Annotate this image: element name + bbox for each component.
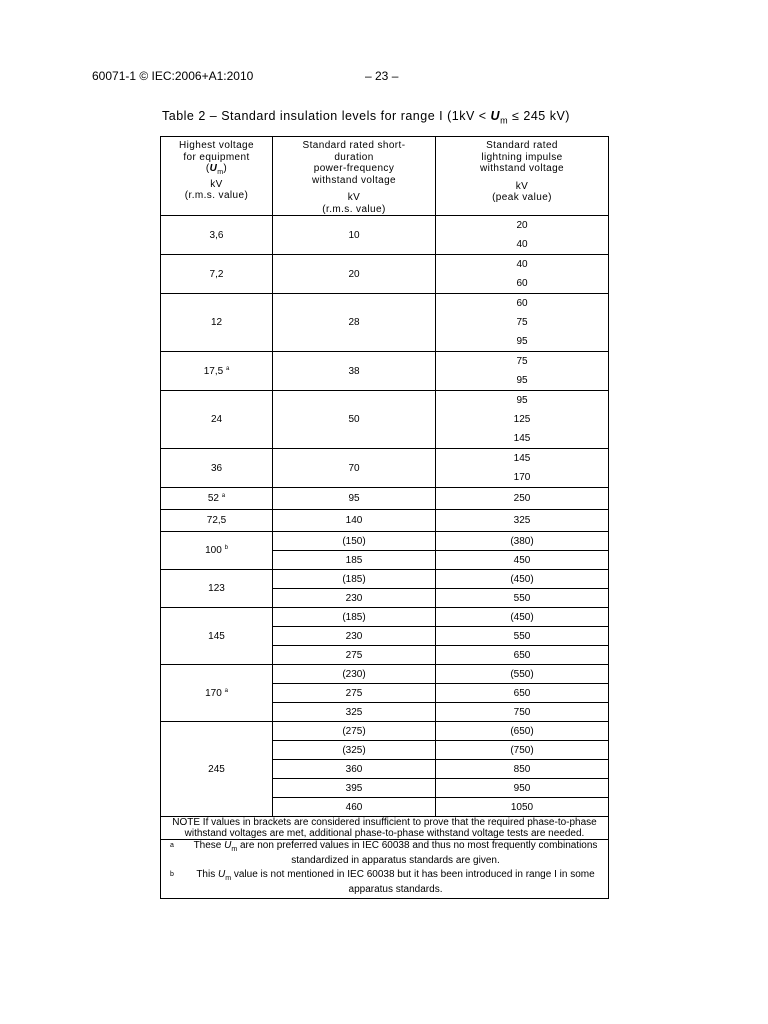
- col-header-pf-line1: Standard rated short-: [302, 140, 406, 151]
- power-frequency-cell: (325): [273, 741, 436, 760]
- table-row: [161, 665, 609, 684]
- lightning-impulse-value: 60: [516, 278, 528, 289]
- col-header-um: [161, 137, 273, 216]
- lightning-impulse-cell: 650: [436, 684, 609, 703]
- power-frequency-cell: (230): [273, 665, 436, 684]
- lightning-impulse-cell: 1050: [436, 798, 609, 817]
- power-frequency-cell: 20: [273, 255, 436, 294]
- um-value: 3,6: [209, 229, 224, 241]
- um-value: 123: [208, 583, 225, 594]
- table-note-row: [161, 817, 609, 840]
- um-cell: [161, 352, 273, 391]
- table-note: NOTE If values in brackets are considered insufficient to prove that the required phase-to-phase withstand voltages are met, additional phase-to-phase withstand voltage tests are needed.: [161, 817, 609, 840]
- lightning-impulse-value: 95: [516, 395, 528, 406]
- um-footnote-mark: a: [224, 687, 228, 694]
- lightning-impulse-cell: [436, 216, 609, 255]
- um-value: 24: [210, 414, 223, 425]
- col-header-pf-line3: power-frequency: [313, 163, 395, 174]
- um-cell: [161, 391, 273, 449]
- col-header-pf-line2: duration: [334, 151, 374, 163]
- col-header-li-line3: withstand voltage: [479, 163, 565, 174]
- table-row: [161, 352, 609, 391]
- lightning-impulse-cell: [436, 391, 609, 449]
- lightning-impulse-cell: [436, 449, 609, 488]
- page-number: – 23 –: [365, 69, 399, 83]
- col-header-li-note: (peak value): [492, 192, 552, 203]
- table-row: [161, 449, 609, 488]
- um-cell: [161, 449, 273, 488]
- um-cell: [161, 255, 273, 294]
- power-frequency-cell: 10: [273, 216, 436, 255]
- col-header-um-symbol: $(U_m)$: [205, 163, 228, 176]
- lightning-impulse-value: 145: [513, 453, 531, 464]
- lightning-impulse-cell: 750: [436, 703, 609, 722]
- footnotes: [161, 840, 609, 899]
- um-value: 36: [210, 462, 223, 474]
- footnotes-row: [161, 840, 609, 899]
- table-row: [161, 608, 609, 627]
- lightning-impulse-value: 75: [516, 356, 528, 367]
- table-title: [162, 109, 570, 126]
- power-frequency-cell: 185: [273, 551, 436, 570]
- footnote-a-before: These: [193, 840, 225, 851]
- col-header-pf-note: (r.m.s. value): [322, 203, 386, 215]
- lightning-impulse-cell: 325: [436, 510, 609, 532]
- lightning-impulse-cell: 450: [436, 551, 609, 570]
- table-header-row: [161, 137, 609, 216]
- um-cell: [161, 570, 273, 608]
- um-footnote-mark: a: [225, 365, 230, 372]
- um-cell: [161, 608, 273, 665]
- table-row: [161, 488, 609, 510]
- um-cell: [161, 665, 273, 722]
- um-cell: [161, 722, 273, 817]
- um-cell: [161, 216, 273, 255]
- lightning-impulse-cell: (380): [436, 532, 609, 551]
- um-cell: [161, 510, 273, 532]
- footnote-a: [161, 840, 608, 866]
- table-row: [161, 532, 609, 551]
- power-frequency-cell: 360: [273, 760, 436, 779]
- table-row: [161, 255, 609, 294]
- um-value: 17,5: [203, 365, 224, 377]
- lightning-impulse-value: 95: [516, 375, 528, 386]
- footnote-a-text: are non preferred values in IEC 60038 and thus no most frequently combinations standardized in apparatus standards are given.: [237, 840, 598, 866]
- lightning-impulse-cell: [436, 255, 609, 294]
- lightning-impulse-cell: 250: [436, 488, 609, 510]
- footnote-b: [161, 869, 608, 895]
- power-frequency-cell: 95: [273, 488, 436, 510]
- power-frequency-cell: 38: [273, 352, 436, 391]
- col-header-lightning-impulse: [436, 137, 609, 216]
- footnote-b-symbol: U: [218, 869, 226, 880]
- footnote-a-mark: a: [170, 842, 174, 849]
- col-header-um-line2: for equipment: [183, 151, 250, 163]
- um-footnote-mark: b: [224, 545, 228, 551]
- lightning-impulse-value: 145: [513, 433, 531, 444]
- power-frequency-cell: 460: [273, 798, 436, 817]
- lightning-impulse-cell: 550: [436, 589, 609, 608]
- um-value: 145: [208, 630, 225, 642]
- col-header-power-frequency: [273, 137, 436, 216]
- power-frequency-cell: 325: [273, 703, 436, 722]
- table-row: [161, 216, 609, 255]
- table-title-subscript: m: [500, 115, 509, 126]
- power-frequency-cell: 230: [273, 589, 436, 608]
- lightning-impulse-value: 20: [516, 220, 528, 231]
- table-row: [161, 510, 609, 532]
- col-header-pf-unit: kV: [347, 192, 361, 203]
- lightning-impulse-cell: 550: [436, 627, 609, 646]
- lightning-impulse-value: 60: [516, 298, 528, 309]
- um-value: 170: [205, 687, 222, 699]
- table-title-prefix: Table 2 – Standard insulation levels for range I (1kV <: [162, 109, 491, 123]
- power-frequency-cell: 70: [273, 449, 436, 488]
- footnote-b-subscript: m: [225, 875, 232, 882]
- um-cell: [161, 488, 273, 510]
- power-frequency-cell: 395: [273, 779, 436, 798]
- um-value: 72,5: [206, 515, 227, 526]
- power-frequency-cell: 275: [273, 646, 436, 665]
- col-header-um-unit: kV: [210, 178, 223, 190]
- power-frequency-cell: (185): [273, 608, 436, 627]
- table-row: [161, 570, 609, 589]
- lightning-impulse-value: 170: [513, 472, 531, 483]
- lightning-impulse-cell: (750): [436, 741, 609, 760]
- col-header-um-note: (r.m.s. value): [184, 190, 249, 201]
- table-row: [161, 722, 609, 741]
- footnote-a-symbol: U: [224, 840, 232, 851]
- col-header-pf-line4: withstand voltage: [311, 174, 397, 186]
- um-value: 52: [207, 493, 219, 504]
- lightning-impulse-cell: (450): [436, 608, 609, 627]
- col-header-um-line1: Highest voltage: [179, 140, 254, 151]
- lightning-impulse-cell: [436, 352, 609, 391]
- um-cell: [161, 532, 273, 570]
- col-header-li-line1: Standard rated: [486, 140, 558, 151]
- um-value: 245: [208, 763, 225, 775]
- document-id: 60071-1 © IEC:2006+A1:2010: [92, 69, 254, 83]
- power-frequency-cell: 275: [273, 684, 436, 703]
- col-header-li-line2: lightning impulse: [481, 151, 563, 163]
- lightning-impulse-value: 125: [513, 414, 531, 425]
- table-title-suffix: ≤ 245 kV): [508, 109, 570, 123]
- footnote-b-before: This: [196, 869, 218, 880]
- lightning-impulse-value: 95: [516, 336, 528, 347]
- power-frequency-cell: 230: [273, 627, 436, 646]
- lightning-impulse-cell: 950: [436, 779, 609, 798]
- power-frequency-cell: (150): [273, 532, 436, 551]
- lightning-impulse-cell: (550): [436, 665, 609, 684]
- power-frequency-cell: (275): [273, 722, 436, 741]
- um-cell: [161, 294, 273, 352]
- um-value: 100: [205, 545, 222, 556]
- lightning-impulse-cell: (450): [436, 570, 609, 589]
- lightning-impulse-cell: [436, 294, 609, 352]
- insulation-levels-table: [160, 136, 609, 899]
- um-value: 7,2: [209, 268, 224, 280]
- power-frequency-cell: 140: [273, 510, 436, 532]
- lightning-impulse-value: 40: [516, 239, 528, 250]
- um-value: 12: [210, 317, 223, 328]
- lightning-impulse-value: 40: [516, 259, 528, 270]
- table-row: [161, 294, 609, 352]
- power-frequency-cell: (185): [273, 570, 436, 589]
- table-title-symbol: U: [490, 109, 501, 123]
- lightning-impulse-cell: (650): [436, 722, 609, 741]
- col-header-li-unit: kV: [515, 180, 529, 192]
- footnote-a-subscript: m: [231, 846, 238, 853]
- lightning-impulse-cell: 650: [436, 646, 609, 665]
- footnote-b-mark: b: [170, 871, 174, 878]
- lightning-impulse-cell: 850: [436, 760, 609, 779]
- um-footnote-mark: a: [221, 493, 226, 499]
- table-row: [161, 391, 609, 449]
- power-frequency-cell: 50: [273, 391, 436, 449]
- lightning-impulse-value: 75: [516, 317, 528, 328]
- footnote-b-text: value is not mentioned in IEC 60038 but it has been introduced in range I in some apparatus standards.: [231, 869, 595, 895]
- power-frequency-cell: 28: [273, 294, 436, 352]
